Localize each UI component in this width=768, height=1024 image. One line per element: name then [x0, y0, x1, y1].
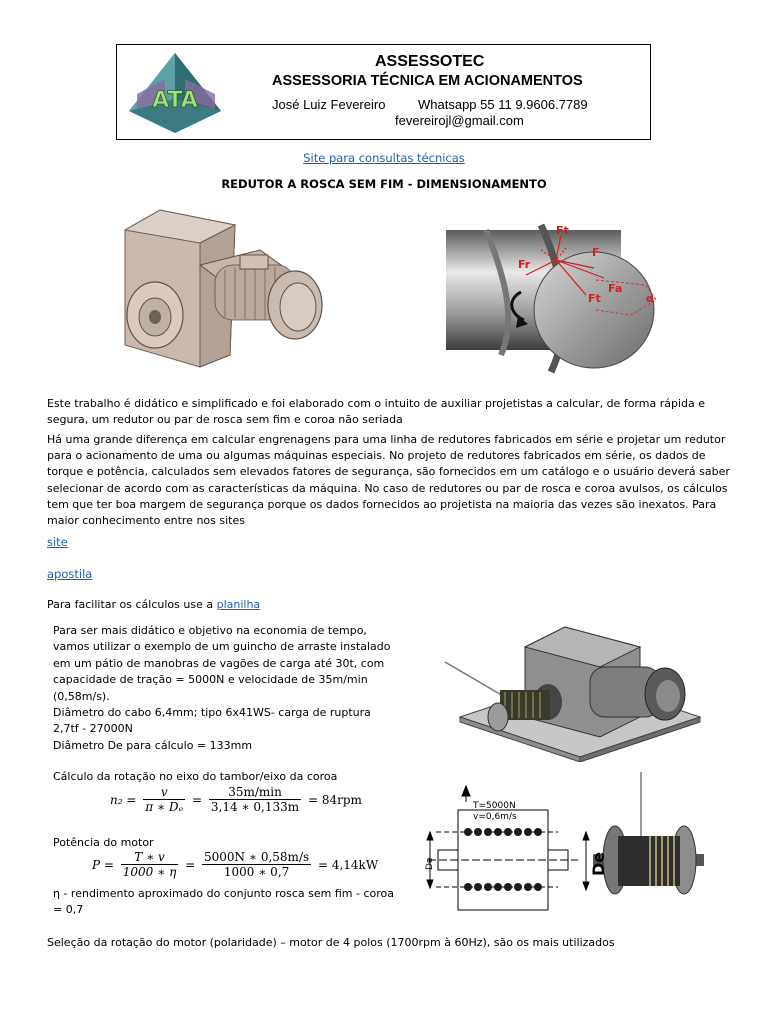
- example-line-2: Diâmetro do cabo 6,4mm; tipo 6x41WS- carga de ruptura 2,7tf - 27000N: [53, 706, 371, 736]
- company-subtitle: ASSESSORIA TÉCNICA EM ACIONAMENTOS: [272, 73, 583, 89]
- company-logo: [125, 49, 225, 135]
- intro-paragraph-1: Este trabalho é didático e simplificado e foi elaborado com o intuito de auxiliar projetistas a calcular, de forma rápida e segura, um redutor ou par de rosca sem fim e coroa não seriada: [47, 397, 705, 427]
- site-link[interactable]: site: [47, 535, 68, 549]
- rotation-fraction-2: $\frac{35m/\min}{3,14 ∗ 0,133m}$: [210, 785, 300, 814]
- contact-email: fevereirojl@gmail.com: [395, 113, 524, 128]
- angle-label-alpha: α: [646, 292, 654, 305]
- rotation-result: = 84rpm: [308, 792, 362, 807]
- apostila-link-row: [47, 567, 92, 581]
- rotation-fraction-1: $\frac{v}{\text{π ∗ Dₑ}}$: [145, 785, 184, 814]
- rotacao-title: Cálculo da rotação no eixo do tambor/eixo da coroa: [53, 770, 338, 783]
- apostila-link[interactable]: apostila: [47, 567, 93, 581]
- document-title: REDUTOR A ROSCA SEM FIM - DIMENSIONAMENTO: [221, 177, 547, 191]
- site-link-row-2: [47, 535, 68, 549]
- planilha-link[interactable]: planilha: [216, 598, 261, 611]
- power-lhs: P =: [92, 857, 114, 872]
- power-equals: =: [185, 857, 196, 872]
- force-label-fa: Fa: [608, 282, 623, 295]
- logo-text: ATA: [152, 88, 198, 113]
- power-result: = 4,14kW: [317, 857, 379, 872]
- power-fraction-1: $\frac{T ∗ v}{1000 ∗ \eta}$: [122, 850, 177, 879]
- tension-label: T=5000N: [473, 801, 516, 811]
- example-line-3: Diâmetro De para cálculo = 133mm: [53, 738, 253, 752]
- worm-reducer-image: [120, 205, 325, 370]
- site-link-row: [0, 151, 768, 165]
- rotation-formula: [110, 785, 362, 814]
- potencia-title: Potência do motor: [53, 836, 154, 849]
- contact-name: José Luiz Fevereiro: [272, 97, 386, 112]
- planilha-line: [47, 598, 260, 611]
- rotation-equals: =: [192, 792, 203, 807]
- power-fraction-2: $\frac{5000N ∗ 0,58m/s}{1000 ∗ 0,7}$: [204, 850, 310, 879]
- example-description: [53, 623, 398, 754]
- diameter-label: De: [425, 857, 435, 870]
- diameter-label-large: De: [589, 851, 608, 876]
- drum-diagram: [418, 772, 708, 912]
- power-formula: [92, 850, 378, 879]
- header-box: [116, 44, 651, 140]
- rotation-lhs: n₂ =: [110, 792, 137, 807]
- force-label-ft-top: Ft: [556, 224, 569, 237]
- contact-phone: Whatsapp 55 11 9.9606.7789: [418, 97, 588, 112]
- example-line-1: Para ser mais didático e objetivo na economia de tempo, vamos utilizar o exemplo de um guincho de arraste instalado em um pátio de manobras de vagões de carga até 30t, com capacidade de tração = 5000N e velocidade de 35m/min (0,58m/s).: [53, 624, 391, 703]
- company-name: ASSESSOTEC: [375, 53, 485, 70]
- winch-image: [440, 622, 710, 762]
- site-consultas-link[interactable]: Site para consultas técnicas: [303, 151, 465, 165]
- force-label-fr: Fr: [518, 258, 531, 271]
- motor-selection-line: Seleção da rotação do motor (polaridade) – motor de 4 polos (1700rpm à 60Hz), são os mais utilizados: [47, 936, 615, 949]
- planilha-prefix: Para facilitar os cálculos use a: [47, 598, 217, 611]
- velocity-label: v=0,6m/s: [473, 812, 517, 822]
- intro-paragraph-2: Há uma grande diferença em calcular engrenagens para uma linha de redutores fabricados em série e projetar um redutor para o acionamento de uma ou algumas máquinas especiais. No projeto de redutores fabricados em série, os dados de torque e potência, calculados sem elevados fatores de segurança, são fornecidos em um catálogo e o usuário deverá saber selecionar de acordo com as características da máquina. No caso de redutores ou par de rosca e coroa avulsos, os cálculos tem que ter boa margem de segurança porque os dados fornecidos ao projetista na maioria das vezes são inexatos. Para maior conhecimento entre nos sites: [47, 433, 730, 528]
- force-label-f: F: [592, 246, 600, 259]
- efficiency-note: η - rendimento aproximado do conjunto rosca sem fim - coroa = 0,7: [53, 887, 394, 917]
- force-label-ft: Ft: [588, 292, 601, 305]
- worm-forces-image: [446, 220, 666, 382]
